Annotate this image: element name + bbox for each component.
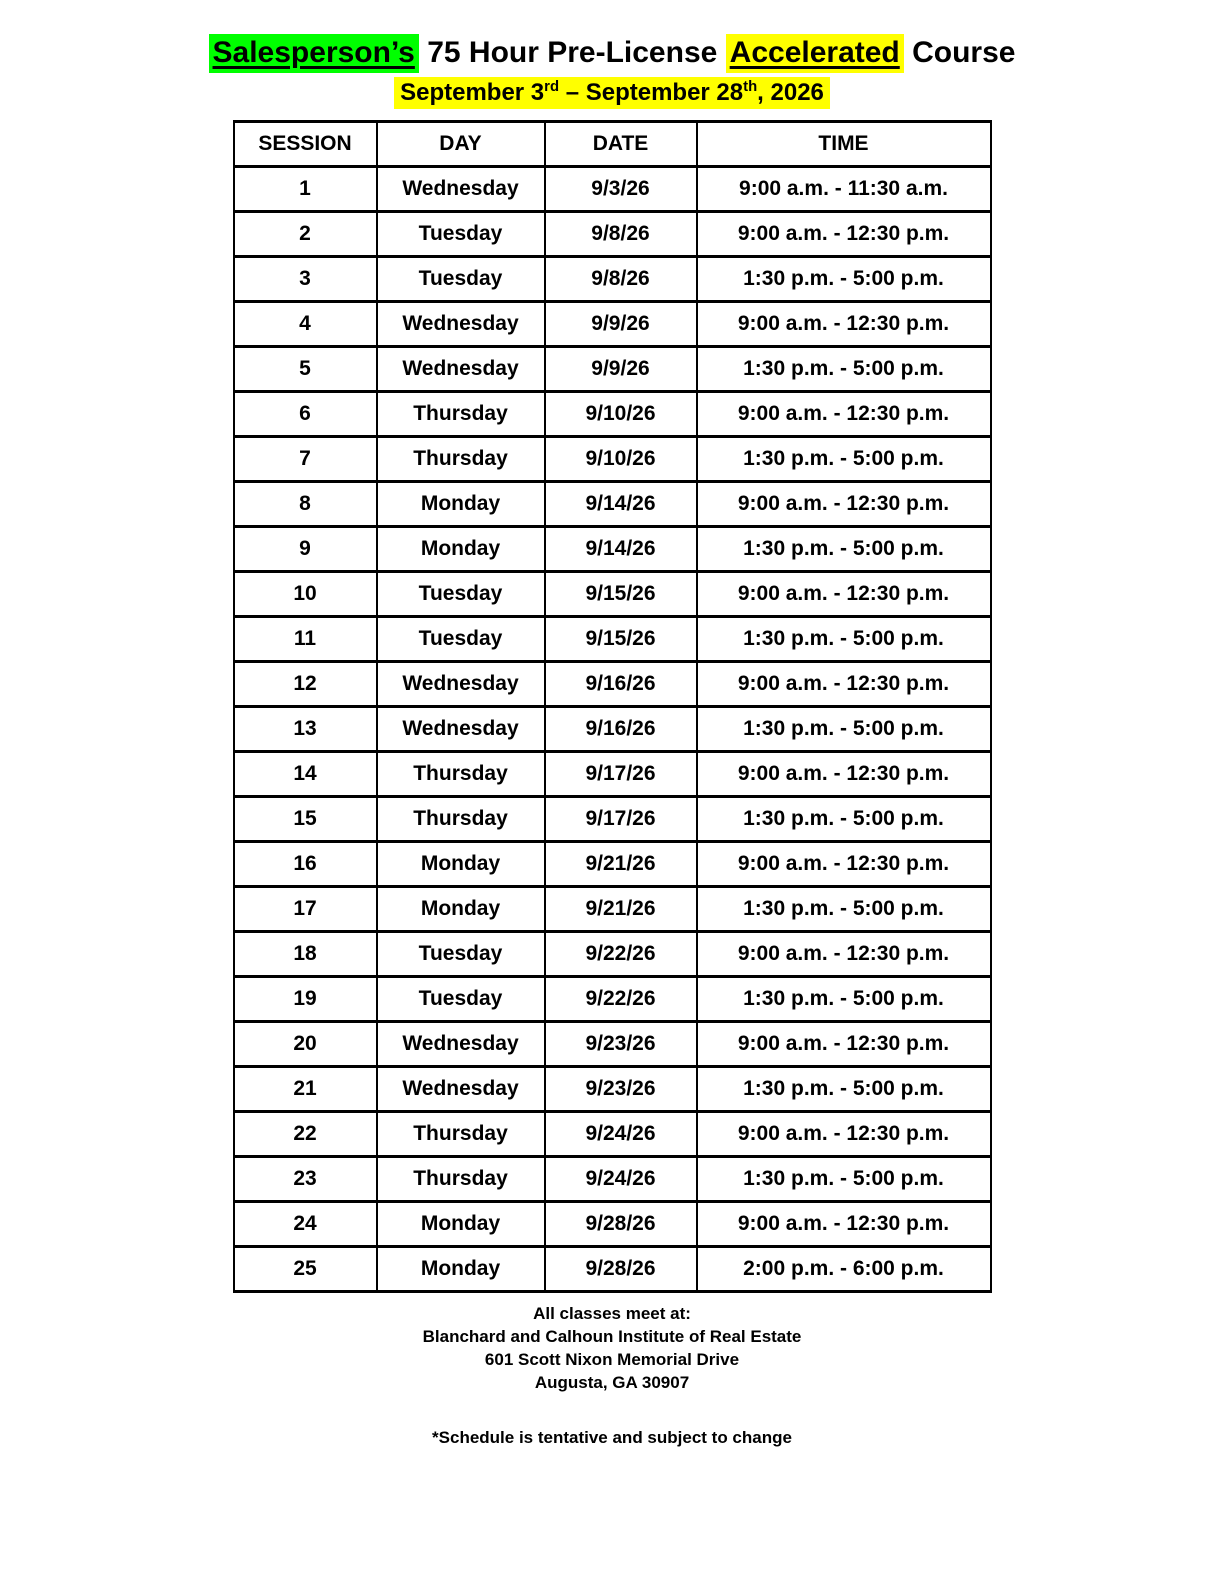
session-cell: 19 [234, 977, 377, 1022]
date-cell: 9/9/26 [545, 302, 697, 347]
column-header-time: TIME [697, 122, 991, 167]
time-cell: 1:30 p.m. - 5:00 p.m. [697, 707, 991, 752]
date-cell: 9/22/26 [545, 977, 697, 1022]
column-header-session: SESSION [234, 122, 377, 167]
table-row [234, 1022, 991, 1067]
date-cell: 9/8/26 [545, 257, 697, 302]
time-cell: 9:00 a.m. - 12:30 p.m. [697, 1202, 991, 1247]
table-row [234, 1112, 991, 1157]
session-cell: 7 [234, 437, 377, 482]
subtitle-date-end: – September 28 [559, 79, 744, 106]
title-end-text: Course [903, 36, 1016, 69]
time-cell: 9:00 a.m. - 12:30 p.m. [697, 212, 991, 257]
date-cell: 9/17/26 [545, 752, 697, 797]
table-row [234, 347, 991, 392]
time-cell: 1:30 p.m. - 5:00 p.m. [697, 977, 991, 1022]
day-cell: Wednesday [377, 167, 545, 212]
day-cell: Wednesday [377, 707, 545, 752]
session-cell: 24 [234, 1202, 377, 1247]
table-row [234, 752, 991, 797]
table-row [234, 887, 991, 932]
day-cell: Wednesday [377, 302, 545, 347]
date-cell: 9/21/26 [545, 842, 697, 887]
table-row [234, 1157, 991, 1202]
table-row [234, 572, 991, 617]
day-cell: Wednesday [377, 347, 545, 392]
day-cell: Monday [377, 842, 545, 887]
date-cell: 9/14/26 [545, 482, 697, 527]
table-row [234, 977, 991, 1022]
session-cell: 9 [234, 527, 377, 572]
day-cell: Thursday [377, 437, 545, 482]
time-cell: 1:30 p.m. - 5:00 p.m. [697, 797, 991, 842]
session-cell: 2 [234, 212, 377, 257]
day-cell: Tuesday [377, 572, 545, 617]
date-cell: 9/15/26 [545, 572, 697, 617]
date-cell: 9/14/26 [545, 527, 697, 572]
table-row [234, 617, 991, 662]
day-cell: Tuesday [377, 932, 545, 977]
table-row [234, 1067, 991, 1112]
session-cell: 3 [234, 257, 377, 302]
session-cell: 8 [234, 482, 377, 527]
location-line-intro: All classes meet at: [533, 1304, 691, 1323]
date-cell: 9/17/26 [545, 797, 697, 842]
column-header-date: DATE [545, 122, 697, 167]
table-row [234, 1247, 991, 1292]
session-cell: 17 [234, 887, 377, 932]
day-cell: Thursday [377, 392, 545, 437]
table-row [234, 257, 991, 302]
table-row [234, 392, 991, 437]
table-row [234, 482, 991, 527]
time-cell: 1:30 p.m. - 5:00 p.m. [697, 617, 991, 662]
title-middle-text: 75 Hour Pre-License [418, 36, 726, 69]
location-line-city: Augusta, GA 30907 [534, 1373, 690, 1392]
session-cell: 20 [234, 1022, 377, 1067]
location-block [0, 1302, 1224, 1394]
date-cell: 9/16/26 [545, 662, 697, 707]
date-cell: 9/8/26 [545, 212, 697, 257]
table-row [234, 707, 991, 752]
time-cell: 9:00 a.m. - 11:30 a.m. [697, 167, 991, 212]
table-header-row [234, 122, 991, 167]
time-cell: 9:00 a.m. - 12:30 p.m. [697, 572, 991, 617]
date-cell: 9/24/26 [545, 1157, 697, 1202]
time-cell: 9:00 a.m. - 12:30 p.m. [697, 752, 991, 797]
date-cell: 9/16/26 [545, 707, 697, 752]
subtitle-ordinal-rd: rd [544, 79, 560, 95]
schedule-table-body [234, 167, 991, 1292]
location-line-name: Blanchard and Calhoun Institute of Real Estate [422, 1327, 802, 1346]
table-row [234, 842, 991, 887]
session-cell: 23 [234, 1157, 377, 1202]
table-row [234, 302, 991, 347]
day-cell: Monday [377, 527, 545, 572]
table-row [234, 797, 991, 842]
time-cell: 9:00 a.m. - 12:30 p.m. [697, 842, 991, 887]
time-cell: 1:30 p.m. - 5:00 p.m. [697, 347, 991, 392]
session-cell: 10 [234, 572, 377, 617]
subtitle-year: , 2026 [757, 79, 824, 106]
time-cell: 1:30 p.m. - 5:00 p.m. [697, 527, 991, 572]
date-cell: 9/24/26 [545, 1112, 697, 1157]
day-cell: Monday [377, 1202, 545, 1247]
time-cell: 9:00 a.m. - 12:30 p.m. [697, 1112, 991, 1157]
table-row [234, 167, 991, 212]
title-highlight-salespersons: Salesperson’s [209, 34, 419, 73]
time-cell: 1:30 p.m. - 5:00 p.m. [697, 1067, 991, 1112]
time-cell: 9:00 a.m. - 12:30 p.m. [697, 482, 991, 527]
subtitle-highlight [394, 77, 830, 109]
date-cell: 9/3/26 [545, 167, 697, 212]
session-cell: 1 [234, 167, 377, 212]
title-highlight-accelerated: Accelerated [726, 34, 904, 73]
day-cell: Wednesday [377, 1022, 545, 1067]
date-cell: 9/21/26 [545, 887, 697, 932]
date-cell: 9/9/26 [545, 347, 697, 392]
day-cell: Thursday [377, 1157, 545, 1202]
session-cell: 13 [234, 707, 377, 752]
subtitle-ordinal-th: th [743, 79, 758, 95]
location-line-street: 601 Scott Nixon Memorial Drive [484, 1350, 740, 1369]
date-cell: 9/23/26 [545, 1022, 697, 1067]
day-cell: Tuesday [377, 977, 545, 1022]
session-cell: 11 [234, 617, 377, 662]
session-cell: 12 [234, 662, 377, 707]
time-cell: 9:00 a.m. - 12:30 p.m. [697, 392, 991, 437]
time-cell: 9:00 a.m. - 12:30 p.m. [697, 932, 991, 977]
subtitle-date-start: September 3 [400, 79, 545, 106]
date-cell: 9/10/26 [545, 392, 697, 437]
day-cell: Wednesday [377, 662, 545, 707]
page-title [0, 32, 1224, 74]
time-cell: 9:00 a.m. - 12:30 p.m. [697, 302, 991, 347]
date-cell: 9/23/26 [545, 1067, 697, 1112]
date-cell: 9/28/26 [545, 1202, 697, 1247]
time-cell: 1:30 p.m. - 5:00 p.m. [697, 887, 991, 932]
session-cell: 22 [234, 1112, 377, 1157]
date-cell: 9/10/26 [545, 437, 697, 482]
date-cell: 9/22/26 [545, 932, 697, 977]
table-row [234, 212, 991, 257]
table-row [234, 527, 991, 572]
table-row [234, 437, 991, 482]
day-cell: Tuesday [377, 257, 545, 302]
time-cell: 1:30 p.m. - 5:00 p.m. [697, 437, 991, 482]
table-row [234, 1202, 991, 1247]
session-cell: 15 [234, 797, 377, 842]
day-cell: Wednesday [377, 1067, 545, 1112]
session-cell: 5 [234, 347, 377, 392]
schedule-disclaimer: *Schedule is tentative and subject to change [432, 1428, 792, 1447]
time-cell: 9:00 a.m. - 12:30 p.m. [697, 662, 991, 707]
day-cell: Thursday [377, 752, 545, 797]
session-cell: 6 [234, 392, 377, 437]
schedule-table [233, 120, 992, 1293]
day-cell: Tuesday [377, 617, 545, 662]
page-subtitle [0, 78, 1224, 108]
time-cell: 1:30 p.m. - 5:00 p.m. [697, 1157, 991, 1202]
day-cell: Thursday [377, 1112, 545, 1157]
table-row [234, 932, 991, 977]
session-cell: 4 [234, 302, 377, 347]
day-cell: Tuesday [377, 212, 545, 257]
session-cell: 25 [234, 1247, 377, 1292]
day-cell: Monday [377, 887, 545, 932]
table-row [234, 662, 991, 707]
time-cell: 2:00 p.m. - 6:00 p.m. [697, 1247, 991, 1292]
time-cell: 1:30 p.m. - 5:00 p.m. [697, 257, 991, 302]
day-cell: Monday [377, 482, 545, 527]
session-cell: 14 [234, 752, 377, 797]
date-cell: 9/28/26 [545, 1247, 697, 1292]
session-cell: 18 [234, 932, 377, 977]
session-cell: 16 [234, 842, 377, 887]
time-cell: 9:00 a.m. - 12:30 p.m. [697, 1022, 991, 1067]
column-header-day: DAY [377, 122, 545, 167]
session-cell: 21 [234, 1067, 377, 1112]
day-cell: Monday [377, 1247, 545, 1292]
day-cell: Thursday [377, 797, 545, 842]
date-cell: 9/15/26 [545, 617, 697, 662]
